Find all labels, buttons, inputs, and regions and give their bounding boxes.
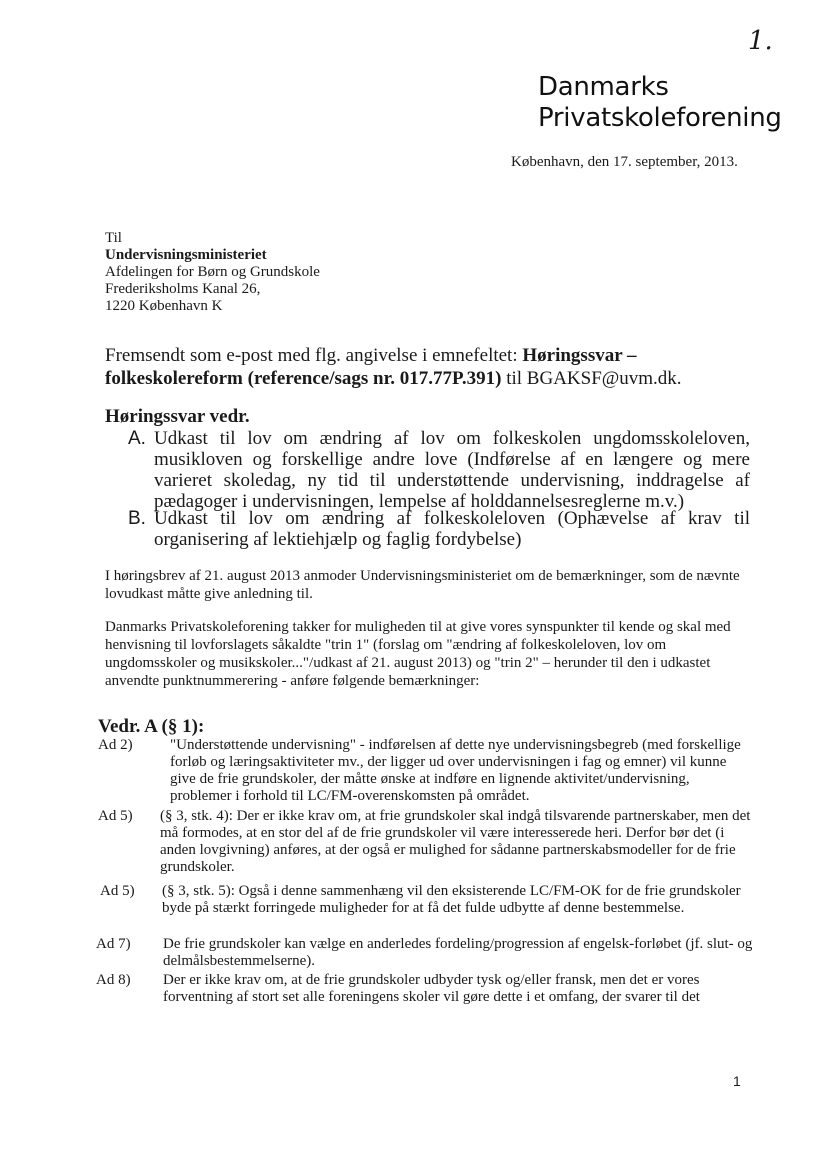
hearing-item-marker: A. [128,428,146,449]
body-paragraph: I høringsbrev af 21. august 2013 anmoder Undervisningsministeriet om de bemærkninger, som de nævnte lovudkast måtte give anledning til. [105,568,740,602]
letter-date: København, den 17. september, 2013. [511,154,738,170]
sent-note-suffix: til BGAKSF@uvm.dk. [501,368,682,389]
section-item-text: (§ 3, stk. 5): Også i denne sammenhæng vil den eksisterende LC/FM-OK for de frie grundskoler byde på stærkt forringede muligheder for at få det fulde udbytte af denne bestemmelse. [162,883,741,916]
section-item-label: Ad 7) [96,936,131,952]
hearing-item-text: Udkast til lov om ændring af folkeskoleloven (Ophævelse af krav til organisering af lektiehjælp og faglig fordybelse) [154,508,750,550]
address-department: Afdelingen for Børn og Grundskole [105,264,320,280]
section-item-text: (§ 3, stk. 4): Der er ikke krav om, at frie grundskoler skal indgå tilsvarende partnerskaber, men det må formodes, at en stor del af de frie grundskoler vil være interesserede heri. Derfor bør det (i anden lovgivning) anføres, at der også er mulighed for sådanne partnerskabsmodeller for de frie grundskoler. [160,808,751,875]
section-item-label: Ad 5) [98,808,133,824]
sent-note-prefix: Fremsendt som e-post med flg. angivelse i emnefeltet: [105,345,523,366]
section-item-label: Ad 5) [100,883,135,899]
hearing-item-marker: B. [128,508,146,529]
body-paragraph: Danmarks Privatskoleforening takker for muligheden til at give vores synspunkter til kende og skal med henvisning til lovforslagets såkaldte "trin 1" (forslag om "ændring af folkeskoleloven, lov om ungdomsskoler og musikskoler..."/udkast af 21. august 2013) og "trin 2" – herunder til den i udkastet anvendte punktnummerering - anføre følgende bemærkninger: [105,619,731,689]
section-item-text: Der er ikke krav om, at de frie grundskoler udbyder tysk og/eller fransk, men det er vores forventning af stort set alle foreningens skoler vil gøre dette i et omfang, der svarer til det [163,972,700,1005]
section-item-text: "Understøttende undervisning" - indførelsen af dette nye undervisningsbegreb (med forskellige forløb og læringsaktiviteter mv., der ligger ud over undervisningen i fag og emner) vil kunne give de frie grundskoler, der måtte ønske at indføre en lignende aktivitet/undervisning, problemer i forhold til LC/FM-overenskomsten på området. [170,737,741,804]
sent-note [105,344,745,390]
address-to: Til [105,230,122,246]
logo-line-1: Danmarks [538,72,669,102]
address-city: 1220 København K [105,298,223,314]
section-item-label: Ad 2) [98,737,133,753]
recipient-address [105,230,320,315]
logo-line-2: Privatskoleforening [538,103,782,133]
section-item-text: De frie grundskoler kan vælge en anderledes fordeling/progression af engelsk-forløbet (jf. slut- og delmålsbestemmelserne). [163,936,753,969]
address-street: Frederiksholms Kanal 26, [105,281,261,297]
section-item-label: Ad 8) [96,972,131,988]
organization-logo [538,72,782,134]
address-recipient: Undervisningsministeriet [105,247,267,263]
handwritten-page-mark: 1. [748,26,773,56]
sent-note-subject: Høringssvar – folkeskolereform (reference/sags nr. 017.77P.391) [105,345,637,389]
hearing-title: Høringssvar vedr. [105,406,250,427]
section-title: Vedr. A (§ 1): [98,716,205,737]
page-number: 1 [733,1073,741,1089]
hearing-item-text: Udkast til lov om ændring af lov om folkeskolen ungdomsskoleloven, musikloven og forskellige andre love (Indførelse af en længere og mere varieret skoledag, ny tid til understøttende undervisning, inddragelse af pædagoger i undervisningen, lempelse af holddannelsesreglerne m.v.) [154,428,750,512]
